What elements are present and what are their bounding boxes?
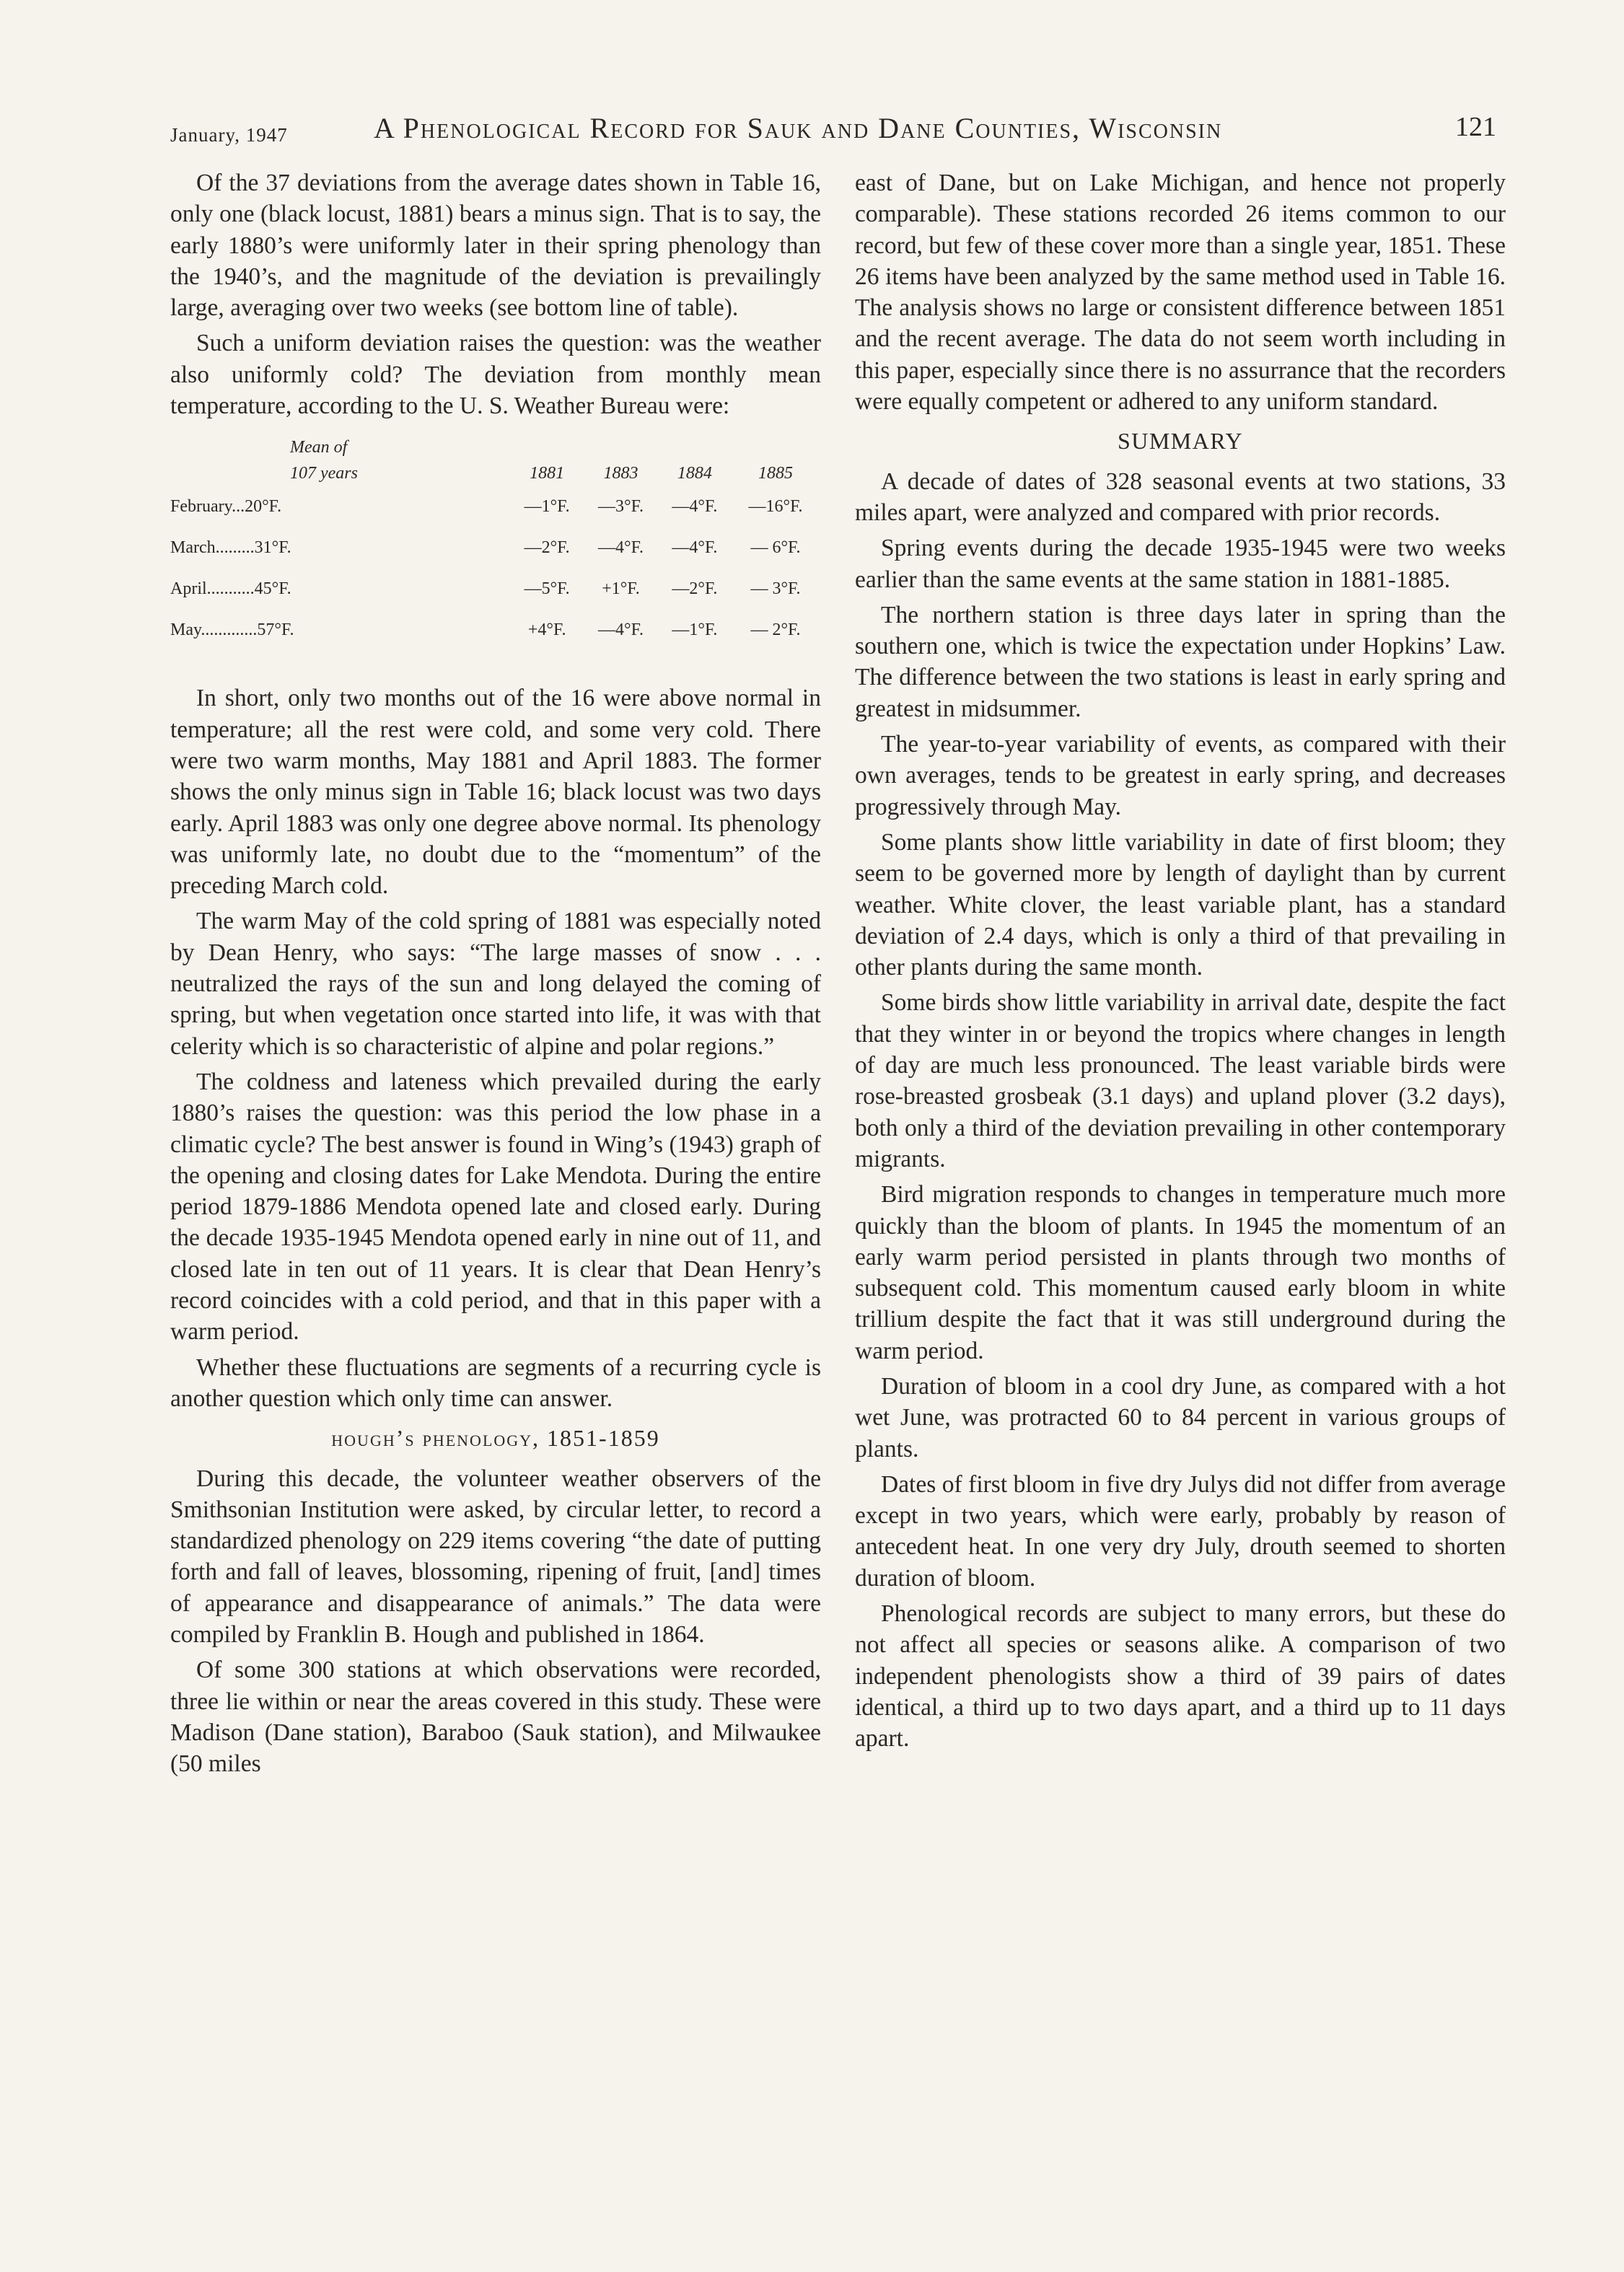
paragraph: Such a uniform deviation raises the question: was the weather also uniformly cold? The deviation from monthly mean temperature, according to the U. S. Weather Bureau were: [170, 330, 821, 420]
summary-paragraph: A decade of dates of 328 seasonal events at two stations, 33 miles apart, were analyzed and compared with prior records. [855, 468, 1506, 526]
paragraph: Of some 300 stations at which observations were recorded, three lie within or near the areas covered in this study. These were Madison (Dane station), Baraboo (Sauk station), and Milwaukee (50 miles [170, 1657, 821, 1778]
value-cell: —2°F. [524, 538, 570, 558]
paragraph: In short, only two months out of the 16 were above normal in temperature; all the rest were cold, and some very cold. There were two warm months, May 1881 and April 1883. The former shows the only minus sign in Table 16; black locust was two days early. April 1883 was only one degree above normal. Its phenology was uniformly late, no doubt due to the “momentum” of the preceding March cold. [170, 685, 821, 900]
table-row [170, 527, 820, 569]
table-row [170, 610, 820, 651]
value-cell: —1°F. [672, 620, 718, 640]
column-header-1883: 1883 [603, 464, 638, 483]
value-cell: —2°F. [672, 579, 718, 599]
column-header-years: 107 years [290, 464, 358, 483]
month-cell: April...........45°F. [170, 579, 291, 599]
summary-paragraph: The northern station is three days later in spring than the southern one, which is twice the expectation under Hopkins’ Law. The difference between the two stations is least in early spring and greatest in midsummer. [855, 601, 1506, 722]
running-header [170, 108, 1505, 152]
temperature-deviation-table [170, 434, 820, 651]
value-cell: — 6°F. [750, 538, 801, 558]
value-cell: —4°F. [598, 538, 644, 558]
paragraph: During this decade, the volunteer weather observers of the Smithsonian Institution were asked, by circular letter, to record a standardized phenology on 229 items covering “the date of putting forth and fall of leaves, blossoming, ripening of fruit, [and] times of appearance and disappearance of animals.” The data were compiled by Franklin B. Hough and published in 1864. [170, 1465, 821, 1648]
summary-heading: SUMMARY [1117, 428, 1244, 455]
column-header-mean: Mean of [290, 438, 348, 457]
table-header-row-2 [170, 460, 820, 486]
running-title: A Phenological Record for Sauk and Dane Counties, Wisconsin [374, 112, 1223, 144]
summary-paragraph: Some birds show little variability in arrival date, despite the fact that they winter in or beyond the tropics where changes in length of day are much less pronounced. The least variable birds were rose-breasted grosbeak (3.1 days) and upland plover (3.2 days), both only a third of the deviation prevailing in other contemporary migrants. [855, 989, 1506, 1172]
paragraph: Of the 37 deviations from the average dates shown in Table 16, only one (black locust, 1881) bears a minus sign. That is to say, the early 1880’s were uniformly later in their spring phenology than the 1940’s, and the magnitude of the deviation is prevailingly large, averaging over two weeks (see bottom line of table). [170, 170, 821, 322]
column-header-1881: 1881 [530, 464, 565, 483]
value-cell: —5°F. [524, 579, 570, 599]
value-cell: — 3°F. [750, 579, 801, 599]
column-header-1885: 1885 [758, 464, 794, 483]
column-header-1884: 1884 [677, 464, 712, 483]
value-cell: —4°F. [672, 497, 718, 517]
issue-date: January, 1947 [170, 124, 288, 146]
value-cell: —4°F. [598, 620, 644, 640]
value-cell: — 2°F. [750, 620, 801, 640]
summary-paragraph: Bird migration responds to changes in temperature much more quickly than the bloom of plants. In 1945 the momentum of an early warm period persisted in plants through two months of subsequent cold. This momentum caused early bloom in white trillium despite the fact that it was still underground during the warm period. [855, 1181, 1506, 1364]
value-cell: +4°F. [527, 620, 566, 640]
paragraph: east of Dane, but on Lake Michigan, and hence not properly comparable). These stations recorded 26 items common to our record, but few of these cover more than a single year, 1851. These 26 items have been analyzed by the same method used in Table 16. The analysis shows no large or consistent difference between 1851 and the recent average. The data do not seem worth including in this paper, especially since there is no assurrance that the recorders were equally competent or adhered to any uniform standard. [855, 170, 1506, 416]
right-column [855, 167, 1506, 1759]
table-header-row-1 [170, 434, 820, 460]
value-cell: —16°F. [748, 497, 803, 517]
month-cell: March.........31°F. [170, 538, 291, 558]
paragraph: Whether these fluctuations are segments of a recurring cycle is another question which only time can answer. [170, 1354, 821, 1412]
month-cell: May.............57°F. [170, 620, 294, 640]
summary-paragraph: Dates of first bloom in five dry Julys did not differ from average except in two years, which were early, probably by reason of antecedent heat. In one very dry July, drouth seemed to shorten duration of bloom. [855, 1470, 1506, 1592]
summary-paragraph: Phenological records are subject to many errors, but these do not affect all species or seasons alike. A comparison of two independent phenologists show a third of 39 pairs of dates identical, a third up to two days apart, and a third up to 11 days apart. [855, 1600, 1506, 1753]
table-row [170, 486, 820, 527]
value-cell: —1°F. [524, 497, 570, 517]
summary-paragraph: Duration of bloom in a cool dry June, as compared with a hot wet June, was protracted 60 to 84 percent in various groups of plants. [855, 1372, 1506, 1462]
left-column [170, 167, 821, 1784]
value-cell: —3°F. [598, 497, 644, 517]
paragraph: The warm May of the cold spring of 1881 was especially noted by Dean Henry, who says: “The large masses of snow . . . neutralized the rays of the sun and long delayed the coming of spring, but when vegetation once started into life, it was with that celerity which is so characteristic of alpine and polar regions.” [170, 908, 821, 1060]
summary-paragraph: Some plants show little variability in date of first bloom; they seem to be governed more by length of daylight than by current weather. White clover, the least variable plant, has a standard deviation of 2.4 days, which is only a third of that prevailing in other plants during the same month. [855, 828, 1506, 981]
table-row [170, 569, 820, 610]
page-number: 121 [1455, 112, 1496, 142]
month-cell: February...20°F. [170, 497, 282, 517]
paragraph: The coldness and lateness which prevailed during the early 1880’s raises the question: was this period the low phase in a climatic cycle? The best answer is found in Wing’s (1943) graph of the opening and closing dates for Lake Mendota. During the entire period 1879-1886 Mendota opened late and closed early. During the decade 1935-1945 Mendota opened early in nine out of 11, and closed late in ten out of 11 years. It is clear that Dean Henry’s record coincides with a cold period, and that in this paper with a warm period. [170, 1068, 821, 1346]
summary-paragraph: Spring events during the decade 1935-1945 were two weeks earlier than the same events at the same station in 1881-1885. [855, 535, 1506, 593]
value-cell: —4°F. [672, 538, 718, 558]
value-cell: +1°F. [602, 579, 640, 599]
summary-paragraph: The year-to-year variability of events, as compared with their own averages, tends to be greatest in early spring, and decreases progressively through May. [855, 731, 1506, 820]
section-heading: hough’s phenology, 1851-1859 [331, 1425, 660, 1452]
